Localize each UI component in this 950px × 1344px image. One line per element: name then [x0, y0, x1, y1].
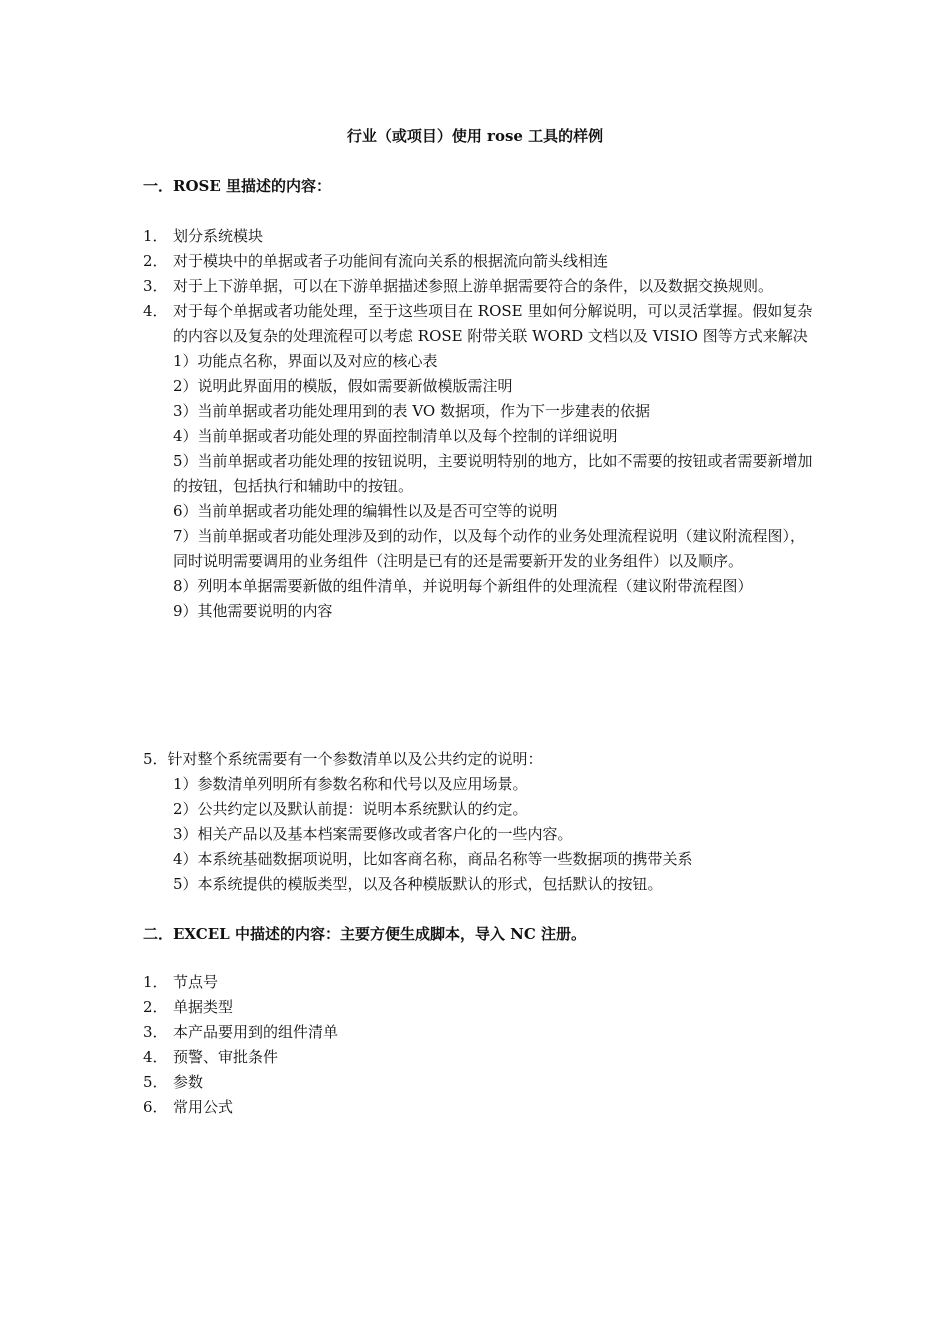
list-item-text: 对于模块中的单据或者子功能间有流向关系的根据流向箭头线相连 [173, 252, 609, 270]
list-item [143, 1095, 813, 1120]
sub-item: 9）其他需要说明的内容 [173, 602, 333, 620]
list-item [143, 274, 813, 299]
list-item-text: 本产品要用到的组件清单 [173, 1023, 339, 1041]
section-2-heading: 二．EXCEL 中描述的内容：主要方便生成脚本，导入 NC 注册。 [143, 925, 587, 943]
sub-item: 8）列明本单据需要新做的组件清单，并说明每个新组件的处理流程（建议附带流程图） [173, 577, 753, 595]
list-item-number: 6． [143, 1098, 168, 1116]
list-item-text: 对于上下游单据，可以在下游单据描述参照上游单据需要符合的条件，以及数据交换规则。 [173, 277, 774, 295]
list-item-text: 划分系统模块 [173, 227, 264, 245]
list-item-number: 3． [143, 1023, 168, 1041]
sub-item: 6）当前单据或者功能处理的编辑性以及是否可空等的说明 [173, 502, 558, 520]
sub-item: 2）说明此界面用的模版，假如需要新做模版需注明 [173, 377, 513, 395]
list-item-number: 1． [143, 227, 168, 245]
list-item-text: 节点号 [173, 973, 219, 991]
sub-item: 3）当前单据或者功能处理用到的表 VO 数据项，作为下一步建表的依据 [173, 402, 650, 420]
list-item-number: 1． [143, 973, 168, 991]
list-item [143, 299, 813, 624]
list-item-number: 5． [143, 1073, 168, 1091]
list-item [143, 995, 813, 1020]
list-item-number: 4． [143, 302, 168, 320]
item-5-lead: 5．针对整个系统需要有一个参数清单以及公共约定的说明： [143, 750, 543, 768]
sub-item: 3）相关产品以及基本档案需要修改或者客户化的一些内容。 [173, 825, 573, 843]
list-item-number: 3． [143, 277, 168, 295]
list-item-text: 单据类型 [173, 998, 234, 1016]
list-item [143, 970, 813, 995]
list-item [143, 1045, 813, 1070]
list-item-text: 参数 [173, 1073, 204, 1091]
list-item-number: 2． [143, 252, 168, 270]
list-item-text: 对于每个单据或者功能处理，至于这些项目在 ROSE 里如何分解说明，可以灵活掌握。假如复杂的内容以及复杂的处理流程可以考虑 ROSE 附带关联 WORD 文档以及 VISIO 图等方式来解决 [173, 302, 813, 345]
list-item [143, 1070, 813, 1095]
sub-item: 1）参数清单列明所有参数名称和代号以及应用场景。 [173, 775, 528, 793]
sub-item: 2）公共约定以及默认前提：说明本系统默认的约定。 [173, 800, 528, 818]
section-2-list [143, 970, 813, 1120]
section-1-item-5 [143, 747, 813, 897]
document-title: 行业（或项目）使用 rose 工具的样例 [346, 127, 604, 145]
sub-item: 4）本系统基础数据项说明，比如客商名称，商品名称等一些数据项的携带关系 [173, 850, 693, 868]
sub-item: 7）当前单据或者功能处理涉及到的动作，以及每个动作的业务处理流程说明（建议附流程图），同时说明需要调用的业务组件（注明是已有的还是需要新开发的业务组件）以及顺序。 [173, 527, 806, 570]
sub-item: 5）当前单据或者功能处理的按钮说明，主要说明特别的地方，比如不需要的按钮或者需要新增加的按钮，包括执行和辅助中的按钮。 [173, 452, 813, 495]
sub-item: 5）本系统提供的模版类型，以及各种模版默认的形式，包括默认的按钮。 [173, 875, 663, 893]
sub-item: 1）功能点名称，界面以及对应的核心表 [173, 352, 438, 370]
list-item [143, 1020, 813, 1045]
list-item [143, 249, 813, 274]
list-item-text: 常用公式 [173, 1098, 234, 1116]
list-item [143, 224, 813, 249]
list-item-number: 2． [143, 998, 168, 1016]
section-1-heading: 一．ROSE 里描述的内容： [143, 177, 332, 195]
list-item-text: 预警、审批条件 [173, 1048, 279, 1066]
list-item-number: 4． [143, 1048, 168, 1066]
sub-item: 4）当前单据或者功能处理的界面控制清单以及每个控制的详细说明 [173, 427, 618, 445]
section-1-list [143, 224, 813, 624]
